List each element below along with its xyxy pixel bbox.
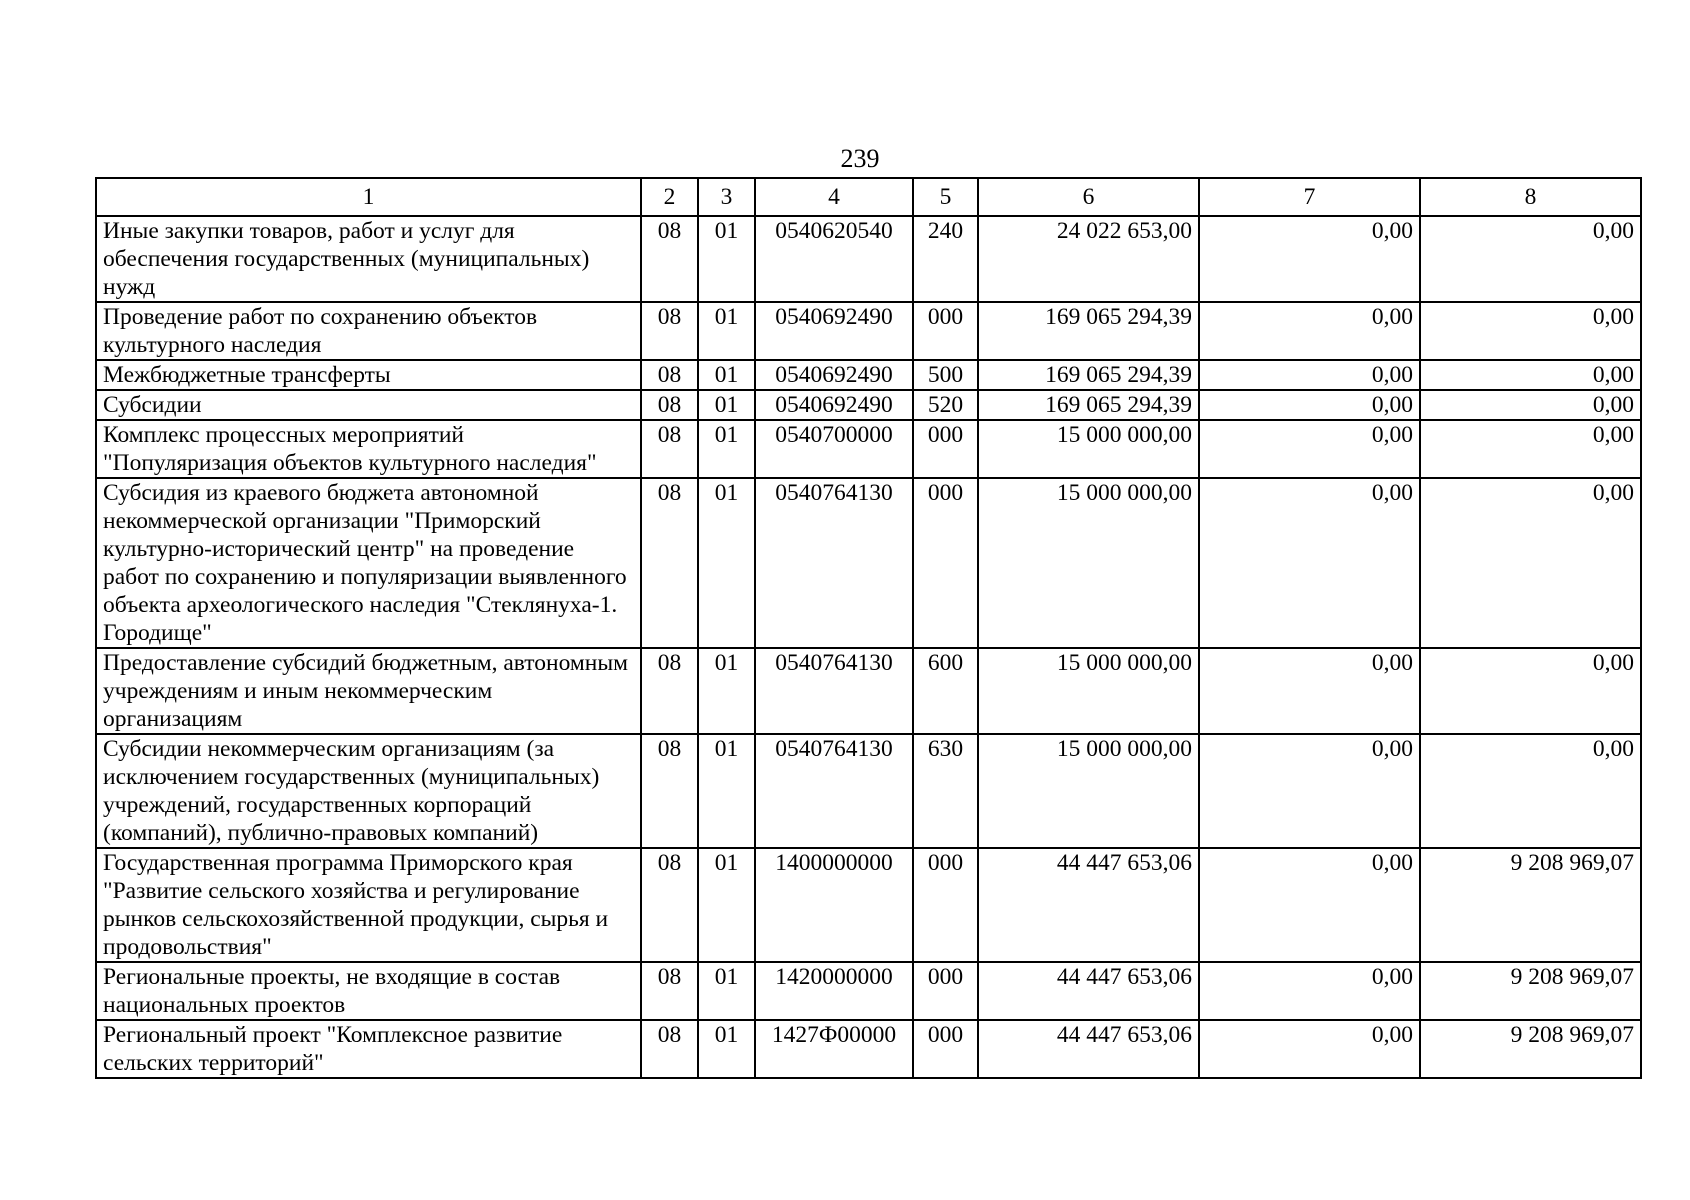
target-article-code: 0540764130 <box>755 478 913 648</box>
row-name: Субсидия из краевого бюджета автономной некоммерческой организации "Приморский культурно-исторический центр" на проведение работ по сохранению и популяризации выявленного объекта археологического наследия "Стеклянуха-1. Городище" <box>96 478 641 648</box>
expense-type-code: 500 <box>913 360 978 390</box>
expense-type-code: 520 <box>913 390 978 420</box>
target-article-code: 0540764130 <box>755 734 913 848</box>
row-name: Комплекс процессных мероприятий "Популяризация объектов культурного наследия" <box>96 420 641 478</box>
target-article-code: 0540764130 <box>755 648 913 734</box>
amount-col6: 169 065 294,39 <box>978 390 1199 420</box>
page-number: 239 <box>840 144 880 173</box>
row-name: Межбюджетные трансферты <box>96 360 641 390</box>
expense-type-code: 000 <box>913 302 978 360</box>
subsection-code: 01 <box>698 390 755 420</box>
amount-col6: 24 022 653,00 <box>978 216 1199 302</box>
section-code: 08 <box>641 360 698 390</box>
row-name: Предоставление субсидий бюджетным, автономным учреждениям и иным некоммерческим организациям <box>96 648 641 734</box>
amount-col7: 0,00 <box>1199 962 1420 1020</box>
amount-col6: 15 000 000,00 <box>978 478 1199 648</box>
amount-col8: 0,00 <box>1420 420 1641 478</box>
amount-col8: 0,00 <box>1420 216 1641 302</box>
amount-col8: 0,00 <box>1420 390 1641 420</box>
subsection-code: 01 <box>698 734 755 848</box>
amount-col7: 0,00 <box>1199 848 1420 962</box>
amount-col8: 0,00 <box>1420 734 1641 848</box>
subsection-code: 01 <box>698 962 755 1020</box>
table-row <box>96 216 1641 302</box>
row-name: Иные закупки товаров, работ и услуг для обеспечения государственных (муниципальных) нужд <box>96 216 641 302</box>
amount-col8: 0,00 <box>1420 302 1641 360</box>
amount-col7: 0,00 <box>1199 390 1420 420</box>
expense-type-code: 000 <box>913 1020 978 1078</box>
column-header: 1 <box>96 178 641 216</box>
amount-col8: 0,00 <box>1420 648 1641 734</box>
amount-col8: 9 208 969,07 <box>1420 962 1641 1020</box>
expense-type-code: 000 <box>913 420 978 478</box>
section-code: 08 <box>641 302 698 360</box>
amount-col6: 15 000 000,00 <box>978 648 1199 734</box>
amount-col6: 44 447 653,06 <box>978 1020 1199 1078</box>
amount-col6: 15 000 000,00 <box>978 734 1199 848</box>
table-row <box>96 962 1641 1020</box>
amount-col7: 0,00 <box>1199 478 1420 648</box>
table-row <box>96 390 1641 420</box>
amount-col7: 0,00 <box>1199 302 1420 360</box>
row-name: Государственная программа Приморского края "Развитие сельского хозяйства и регулирование рынков сельскохозяйственной продукции, сырья и продовольствия" <box>96 848 641 962</box>
amount-col8: 0,00 <box>1420 360 1641 390</box>
subsection-code: 01 <box>698 648 755 734</box>
section-code: 08 <box>641 216 698 302</box>
target-article-code: 0540692490 <box>755 302 913 360</box>
table-row <box>96 360 1641 390</box>
amount-col7: 0,00 <box>1199 734 1420 848</box>
amount-col8: 9 208 969,07 <box>1420 848 1641 962</box>
row-name: Субсидии <box>96 390 641 420</box>
amount-col6: 169 065 294,39 <box>978 360 1199 390</box>
table-row <box>96 302 1641 360</box>
column-header: 3 <box>698 178 755 216</box>
section-code: 08 <box>641 648 698 734</box>
budget-table <box>95 177 1642 1079</box>
column-header: 6 <box>978 178 1199 216</box>
target-article-code: 1400000000 <box>755 848 913 962</box>
section-code: 08 <box>641 420 698 478</box>
expense-type-code: 000 <box>913 478 978 648</box>
target-article-code: 0540620540 <box>755 216 913 302</box>
amount-col7: 0,00 <box>1199 360 1420 390</box>
table-row <box>96 478 1641 648</box>
subsection-code: 01 <box>698 216 755 302</box>
target-article-code: 0540692490 <box>755 390 913 420</box>
amount-col7: 0,00 <box>1199 420 1420 478</box>
target-article-code: 1420000000 <box>755 962 913 1020</box>
subsection-code: 01 <box>698 360 755 390</box>
column-header: 8 <box>1420 178 1641 216</box>
target-article-code: 1427Ф00000 <box>755 1020 913 1078</box>
amount-col8: 0,00 <box>1420 478 1641 648</box>
expense-type-code: 630 <box>913 734 978 848</box>
table-row <box>96 420 1641 478</box>
expense-type-code: 240 <box>913 216 978 302</box>
subsection-code: 01 <box>698 1020 755 1078</box>
section-code: 08 <box>641 734 698 848</box>
amount-col7: 0,00 <box>1199 648 1420 734</box>
subsection-code: 01 <box>698 420 755 478</box>
table-row <box>96 648 1641 734</box>
expense-type-code: 000 <box>913 848 978 962</box>
amount-col7: 0,00 <box>1199 216 1420 302</box>
subsection-code: 01 <box>698 848 755 962</box>
table-row <box>96 848 1641 962</box>
amount-col6: 169 065 294,39 <box>978 302 1199 360</box>
column-header: 4 <box>755 178 913 216</box>
amount-col6: 15 000 000,00 <box>978 420 1199 478</box>
section-code: 08 <box>641 962 698 1020</box>
row-name: Проведение работ по сохранению объектов культурного наследия <box>96 302 641 360</box>
expense-type-code: 600 <box>913 648 978 734</box>
column-header: 7 <box>1199 178 1420 216</box>
section-code: 08 <box>641 848 698 962</box>
subsection-code: 01 <box>698 302 755 360</box>
amount-col8: 9 208 969,07 <box>1420 1020 1641 1078</box>
row-name: Региональный проект "Комплексное развитие сельских территорий" <box>96 1020 641 1078</box>
target-article-code: 0540692490 <box>755 360 913 390</box>
target-article-code: 0540700000 <box>755 420 913 478</box>
section-code: 08 <box>641 478 698 648</box>
header-row <box>96 178 1641 216</box>
amount-col7: 0,00 <box>1199 1020 1420 1078</box>
row-name: Субсидии некоммерческим организациям (за исключением государственных (муниципальных) учреждений, государственных корпораций (компаний), публично-правовых компаний) <box>96 734 641 848</box>
amount-col6: 44 447 653,06 <box>978 962 1199 1020</box>
section-code: 08 <box>641 390 698 420</box>
amount-col6: 44 447 653,06 <box>978 848 1199 962</box>
subsection-code: 01 <box>698 478 755 648</box>
column-header: 5 <box>913 178 978 216</box>
table-row <box>96 1020 1641 1078</box>
row-name: Региональные проекты, не входящие в состав национальных проектов <box>96 962 641 1020</box>
section-code: 08 <box>641 1020 698 1078</box>
expense-type-code: 000 <box>913 962 978 1020</box>
column-header: 2 <box>641 178 698 216</box>
table-row <box>96 734 1641 848</box>
